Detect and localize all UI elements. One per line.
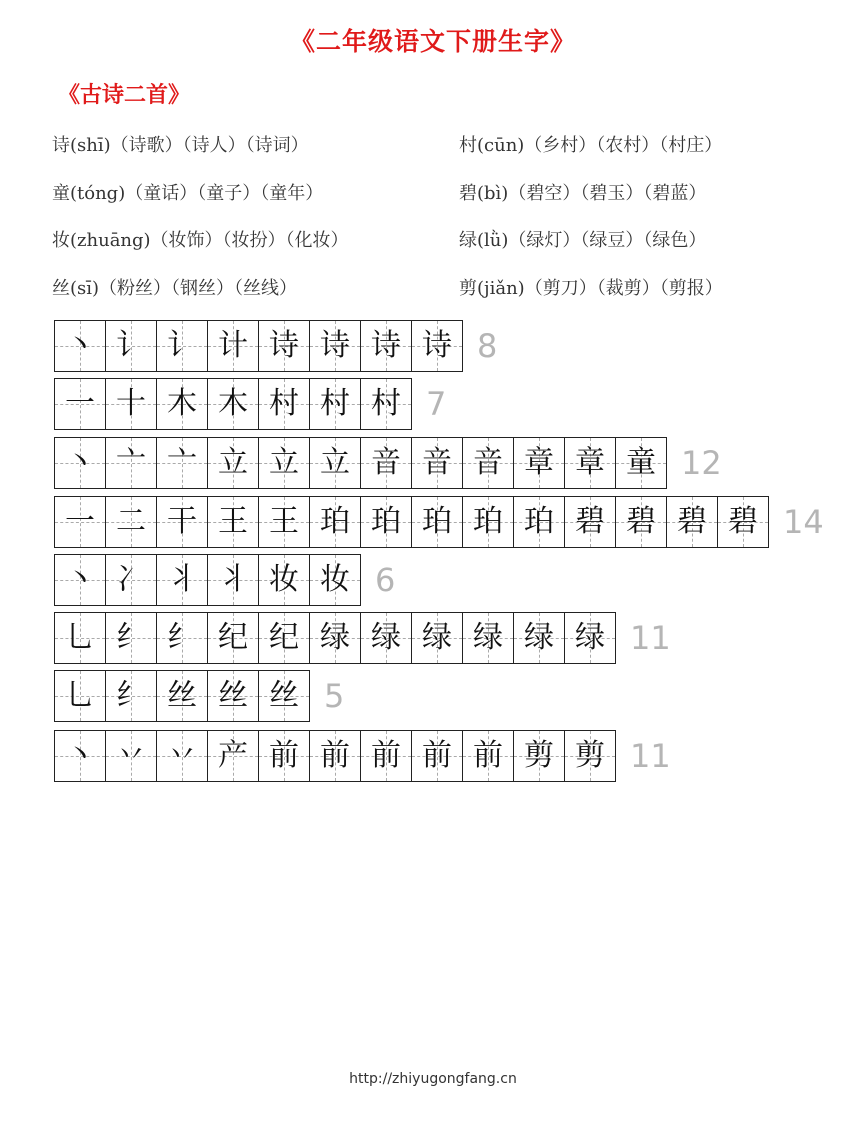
stroke-cell	[412, 321, 462, 371]
stroke-row-4	[54, 496, 824, 548]
stroke-cell	[259, 379, 310, 429]
footer-url: http://zhiyugongfang.cn	[349, 1071, 517, 1087]
stroke-glyph: 剪	[524, 738, 554, 773]
stroke-glyph: 乚	[65, 678, 95, 713]
stroke-cell	[412, 497, 463, 547]
stroke-cell	[259, 555, 310, 605]
stroke-glyph: 碧	[677, 504, 707, 539]
stroke-cell	[55, 731, 106, 781]
stroke-glyph: 村	[320, 386, 350, 421]
stroke-glyph: 纟	[167, 620, 197, 655]
stroke-count: 5	[324, 677, 345, 715]
stroke-glyph: 音	[422, 445, 452, 480]
stroke-cell	[157, 379, 208, 429]
stroke-cell	[361, 613, 412, 663]
page-title: 《二年级语文下册生字》	[289, 27, 576, 56]
stroke-cells	[54, 496, 769, 548]
stroke-glyph: 纪	[269, 620, 299, 655]
stroke-cell	[106, 731, 157, 781]
stroke-glyph: 珀	[524, 504, 554, 539]
stroke-cells	[54, 437, 667, 489]
stroke-cell	[565, 731, 615, 781]
stroke-glyph: 童	[626, 445, 656, 480]
stroke-cell	[208, 671, 259, 721]
stroke-count: 14	[783, 503, 824, 541]
stroke-cell	[361, 438, 412, 488]
stroke-row-6	[54, 612, 671, 664]
stroke-glyph: 纟	[116, 620, 146, 655]
stroke-cell	[106, 671, 157, 721]
stroke-cell	[157, 731, 208, 781]
vocab-line-left-2: 童(tóng)（童话）（童子）（童年）	[52, 183, 324, 204]
stroke-cell	[667, 497, 718, 547]
stroke-count: 6	[375, 561, 396, 599]
stroke-cell	[259, 321, 310, 371]
section-title: 《古诗二首》	[58, 82, 191, 108]
stroke-cell	[259, 613, 310, 663]
stroke-cell	[55, 555, 106, 605]
stroke-glyph: 诗	[269, 328, 299, 363]
stroke-cells	[54, 378, 412, 430]
stroke-cell	[208, 438, 259, 488]
stroke-cell	[463, 438, 514, 488]
stroke-cell	[208, 379, 259, 429]
stroke-glyph: 丬	[167, 562, 197, 597]
stroke-glyph: 绿	[524, 620, 554, 655]
stroke-glyph: 乚	[65, 620, 95, 655]
stroke-cell	[616, 497, 667, 547]
stroke-count: 11	[630, 737, 671, 775]
stroke-glyph: 木	[167, 386, 197, 421]
stroke-glyph: 丝	[218, 678, 248, 713]
stroke-cell	[55, 497, 106, 547]
stroke-cell	[463, 497, 514, 547]
stroke-glyph: 诗	[422, 328, 452, 363]
stroke-cell	[106, 613, 157, 663]
stroke-cell	[106, 321, 157, 371]
stroke-glyph: 珀	[371, 504, 401, 539]
stroke-glyph: 丷	[167, 738, 197, 773]
stroke-cell	[718, 497, 768, 547]
stroke-glyph: 讠	[116, 328, 146, 363]
stroke-cell	[565, 613, 615, 663]
stroke-cell	[361, 379, 411, 429]
stroke-cell	[259, 497, 310, 547]
stroke-cell	[55, 379, 106, 429]
stroke-glyph: 珀	[320, 504, 350, 539]
stroke-cell	[157, 321, 208, 371]
stroke-cell	[259, 438, 310, 488]
stroke-cell	[55, 438, 106, 488]
stroke-cell	[565, 497, 616, 547]
stroke-glyph: 亠	[167, 445, 197, 480]
stroke-glyph: 绿	[320, 620, 350, 655]
stroke-cell	[310, 613, 361, 663]
stroke-cell	[208, 613, 259, 663]
stroke-glyph: 妆	[320, 562, 350, 597]
stroke-cell	[361, 497, 412, 547]
stroke-cell	[310, 321, 361, 371]
stroke-glyph: 十	[116, 386, 146, 421]
stroke-glyph: 立	[218, 445, 248, 480]
stroke-cell	[157, 497, 208, 547]
stroke-cell	[310, 731, 361, 781]
stroke-glyph: 丝	[269, 678, 299, 713]
stroke-glyph: 产	[218, 738, 248, 773]
stroke-glyph: 二	[116, 504, 146, 539]
stroke-cell	[514, 731, 565, 781]
vocab-line-right-1: 村(cūn)（乡村）（农村）（村庄）	[459, 135, 723, 156]
stroke-cell	[514, 497, 565, 547]
stroke-glyph: 冫	[116, 562, 146, 597]
stroke-cell	[157, 613, 208, 663]
stroke-glyph: 绿	[473, 620, 503, 655]
stroke-cell	[310, 379, 361, 429]
stroke-cell	[310, 497, 361, 547]
stroke-glyph: 丶	[65, 562, 95, 597]
stroke-cell	[106, 555, 157, 605]
stroke-glyph: 村	[269, 386, 299, 421]
stroke-cell	[157, 555, 208, 605]
stroke-cell	[157, 671, 208, 721]
stroke-cell	[361, 731, 412, 781]
stroke-cell	[106, 497, 157, 547]
stroke-cell	[106, 438, 157, 488]
stroke-cell	[565, 438, 616, 488]
stroke-glyph: 前	[473, 738, 503, 773]
stroke-glyph: 绿	[422, 620, 452, 655]
stroke-cell	[616, 438, 666, 488]
stroke-glyph: 一	[65, 386, 95, 421]
stroke-row-7	[54, 670, 344, 722]
stroke-glyph: 讠	[167, 328, 197, 363]
stroke-count: 12	[681, 444, 722, 482]
stroke-cells	[54, 612, 616, 664]
stroke-glyph: 碧	[728, 504, 758, 539]
stroke-glyph: 音	[371, 445, 401, 480]
stroke-cell	[412, 613, 463, 663]
stroke-glyph: 亠	[116, 445, 146, 480]
stroke-glyph: 碧	[575, 504, 605, 539]
stroke-glyph: 绿	[371, 620, 401, 655]
stroke-glyph: 王	[269, 504, 299, 539]
stroke-cell	[412, 438, 463, 488]
stroke-cell	[259, 671, 309, 721]
stroke-glyph: 珀	[473, 504, 503, 539]
stroke-cell	[463, 731, 514, 781]
stroke-glyph: 章	[575, 445, 605, 480]
stroke-glyph: 一	[65, 504, 95, 539]
stroke-cell	[463, 613, 514, 663]
stroke-glyph: 丶	[65, 328, 95, 363]
stroke-glyph: 干	[167, 504, 197, 539]
stroke-glyph: 前	[320, 738, 350, 773]
stroke-row-3	[54, 437, 722, 489]
stroke-glyph: 诗	[320, 328, 350, 363]
stroke-glyph: 绿	[575, 620, 605, 655]
stroke-glyph: 纟	[116, 678, 146, 713]
stroke-glyph: 丶	[65, 445, 95, 480]
stroke-cell	[310, 438, 361, 488]
stroke-glyph: 王	[218, 504, 248, 539]
stroke-row-5	[54, 554, 395, 606]
stroke-cells	[54, 320, 463, 372]
stroke-row-8	[54, 730, 671, 782]
stroke-glyph: 村	[371, 386, 401, 421]
vocab-line-right-4: 剪(jiǎn)（剪刀）（裁剪）（剪报）	[459, 278, 723, 299]
stroke-glyph: 丬	[218, 562, 248, 597]
stroke-cells	[54, 554, 361, 606]
stroke-cells	[54, 670, 310, 722]
stroke-cell	[208, 731, 259, 781]
stroke-glyph: 前	[269, 738, 299, 773]
stroke-cell	[514, 438, 565, 488]
stroke-cell	[310, 555, 360, 605]
vocab-line-left-4: 丝(sī)（粉丝）（钢丝）（丝线）	[52, 278, 298, 299]
vocab-line-left-1: 诗(shī)（诗歌）（诗人）（诗词）	[52, 135, 309, 156]
stroke-glyph: 音	[473, 445, 503, 480]
stroke-cell	[208, 321, 259, 371]
stroke-glyph: 诗	[371, 328, 401, 363]
stroke-cell	[514, 613, 565, 663]
stroke-count: 8	[477, 327, 498, 365]
stroke-cell	[157, 438, 208, 488]
stroke-cells	[54, 730, 616, 782]
stroke-glyph: 前	[422, 738, 452, 773]
stroke-count: 11	[630, 619, 671, 657]
vocab-line-left-3: 妆(zhuāng)（妆饰）（妆扮）（化妆）	[52, 230, 349, 251]
vocab-line-right-3: 绿(lǜ)（绿灯）（绿豆）（绿色）	[459, 230, 707, 251]
stroke-glyph: 丶	[65, 738, 95, 773]
stroke-glyph: 丝	[167, 678, 197, 713]
stroke-cell	[259, 731, 310, 781]
stroke-glyph: 纪	[218, 620, 248, 655]
stroke-glyph: 剪	[575, 738, 605, 773]
stroke-row-1	[54, 320, 497, 372]
stroke-glyph: 碧	[626, 504, 656, 539]
stroke-row-2	[54, 378, 446, 430]
stroke-glyph: 木	[218, 386, 248, 421]
stroke-glyph: 立	[269, 445, 299, 480]
stroke-glyph: 丷	[116, 738, 146, 773]
stroke-cell	[208, 555, 259, 605]
stroke-glyph: 前	[371, 738, 401, 773]
stroke-cell	[361, 321, 412, 371]
stroke-count: 7	[426, 385, 447, 423]
stroke-glyph: 立	[320, 445, 350, 480]
stroke-cell	[55, 671, 106, 721]
stroke-glyph: 章	[524, 445, 554, 480]
stroke-cell	[412, 731, 463, 781]
stroke-glyph: 计	[218, 328, 248, 363]
stroke-cell	[55, 321, 106, 371]
vocab-line-right-2: 碧(bì)（碧空）（碧玉）（碧蓝）	[459, 183, 707, 204]
stroke-cell	[106, 379, 157, 429]
stroke-glyph: 珀	[422, 504, 452, 539]
stroke-glyph: 妆	[269, 562, 299, 597]
stroke-cell	[208, 497, 259, 547]
stroke-cell	[55, 613, 106, 663]
